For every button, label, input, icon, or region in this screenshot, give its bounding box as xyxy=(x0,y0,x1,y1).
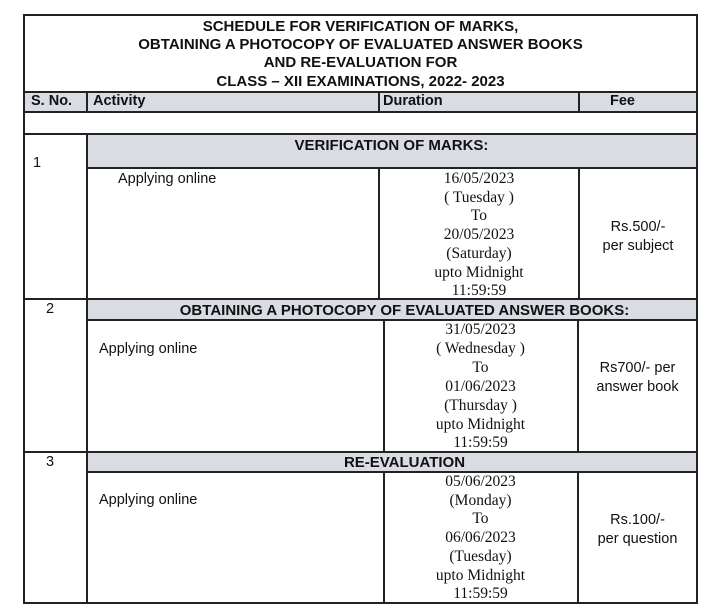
row-2-activity: Applying online xyxy=(99,341,198,357)
title-line-3: AND RE-EVALUATION FOR xyxy=(263,54,458,71)
activity-column-rule xyxy=(378,91,380,113)
duration-line: 11:59:59 xyxy=(453,585,508,602)
row-2-section-title: OBTAINING A PHOTOCOPY OF EVALUATED ANSWER BOOKS: xyxy=(179,302,630,319)
header-bottom-rule xyxy=(23,111,697,113)
duration-line: To xyxy=(472,358,489,376)
duration-line: upto Midnight xyxy=(435,415,526,433)
table-border-left xyxy=(23,14,25,604)
row-1-sno: 1 xyxy=(33,155,42,171)
duration-line: 11:59:59 xyxy=(453,434,508,452)
duration-line: ( Tuesday ) xyxy=(444,188,514,206)
duration-line: upto Midnight xyxy=(435,566,526,584)
row-1-section-title: VERIFICATION OF MARKS: xyxy=(294,137,489,154)
row-3-fee-line-1: Rs.100/- xyxy=(610,512,665,528)
row-3-section-title: RE-EVALUATION xyxy=(343,454,466,471)
duration-line: 05/06/2023 xyxy=(445,473,516,490)
sno-column-rule xyxy=(86,91,88,113)
duration-line: 11:59:59 xyxy=(451,282,507,300)
duration-line: (Tuesday) xyxy=(449,547,512,565)
duration-line: upto Midnight xyxy=(434,263,524,281)
row-2-fee-line-2: answer book xyxy=(596,379,679,395)
row-2-bottom-rule xyxy=(23,451,697,453)
title-line-2: OBTAINING A PHOTOCOPY OF EVALUATED ANSWER BOOKS xyxy=(138,36,583,53)
header-activity: Activity xyxy=(93,93,146,109)
duration-line: ( Wednesday ) xyxy=(436,339,525,357)
duration-line: (Monday) xyxy=(449,491,512,509)
title-line-4: CLASS – XII EXAMINATIONS, 2022- 2023 xyxy=(216,73,505,90)
row-2-sno: 2 xyxy=(46,301,55,317)
row-1-fee-line-2: per subject xyxy=(602,238,674,254)
spacer-bottom-rule xyxy=(23,133,697,135)
row-1-activity: Applying online xyxy=(118,171,217,187)
duration-line: To xyxy=(470,207,488,225)
title-line-1: SCHEDULE FOR VERIFICATION OF MARKS, xyxy=(202,18,519,35)
duration-line: 31/05/2023 xyxy=(445,321,516,338)
header-fee: Fee xyxy=(610,93,635,109)
duration-line: 16/05/2023 xyxy=(443,170,515,187)
duration-line: To xyxy=(472,510,489,528)
duration-line: 01/06/2023 xyxy=(445,377,516,395)
duration-line: (Thursday ) xyxy=(444,396,517,414)
header-duration: Duration xyxy=(383,93,443,109)
table-border-top xyxy=(23,14,697,16)
duration-line: 06/06/2023 xyxy=(445,529,516,547)
row-1-bottom-rule xyxy=(23,298,697,300)
row-1-fee-line-1: Rs.500/- xyxy=(610,219,666,235)
duration-line: 20/05/2023 xyxy=(443,226,515,244)
sno-column-rule xyxy=(86,133,88,604)
table-border-bottom xyxy=(23,602,697,604)
row-2-fee-line-1: Rs700/- per xyxy=(599,360,676,376)
row-3-activity: Applying online xyxy=(99,492,198,508)
header-sno: S. No. xyxy=(31,93,73,109)
section-1-bottom-rule xyxy=(87,167,697,169)
row-3-fee-line-2: per question xyxy=(597,531,678,547)
duration-line: (Saturday) xyxy=(446,244,512,262)
duration-column-rule xyxy=(578,91,580,113)
row-3-sno: 3 xyxy=(46,454,55,470)
